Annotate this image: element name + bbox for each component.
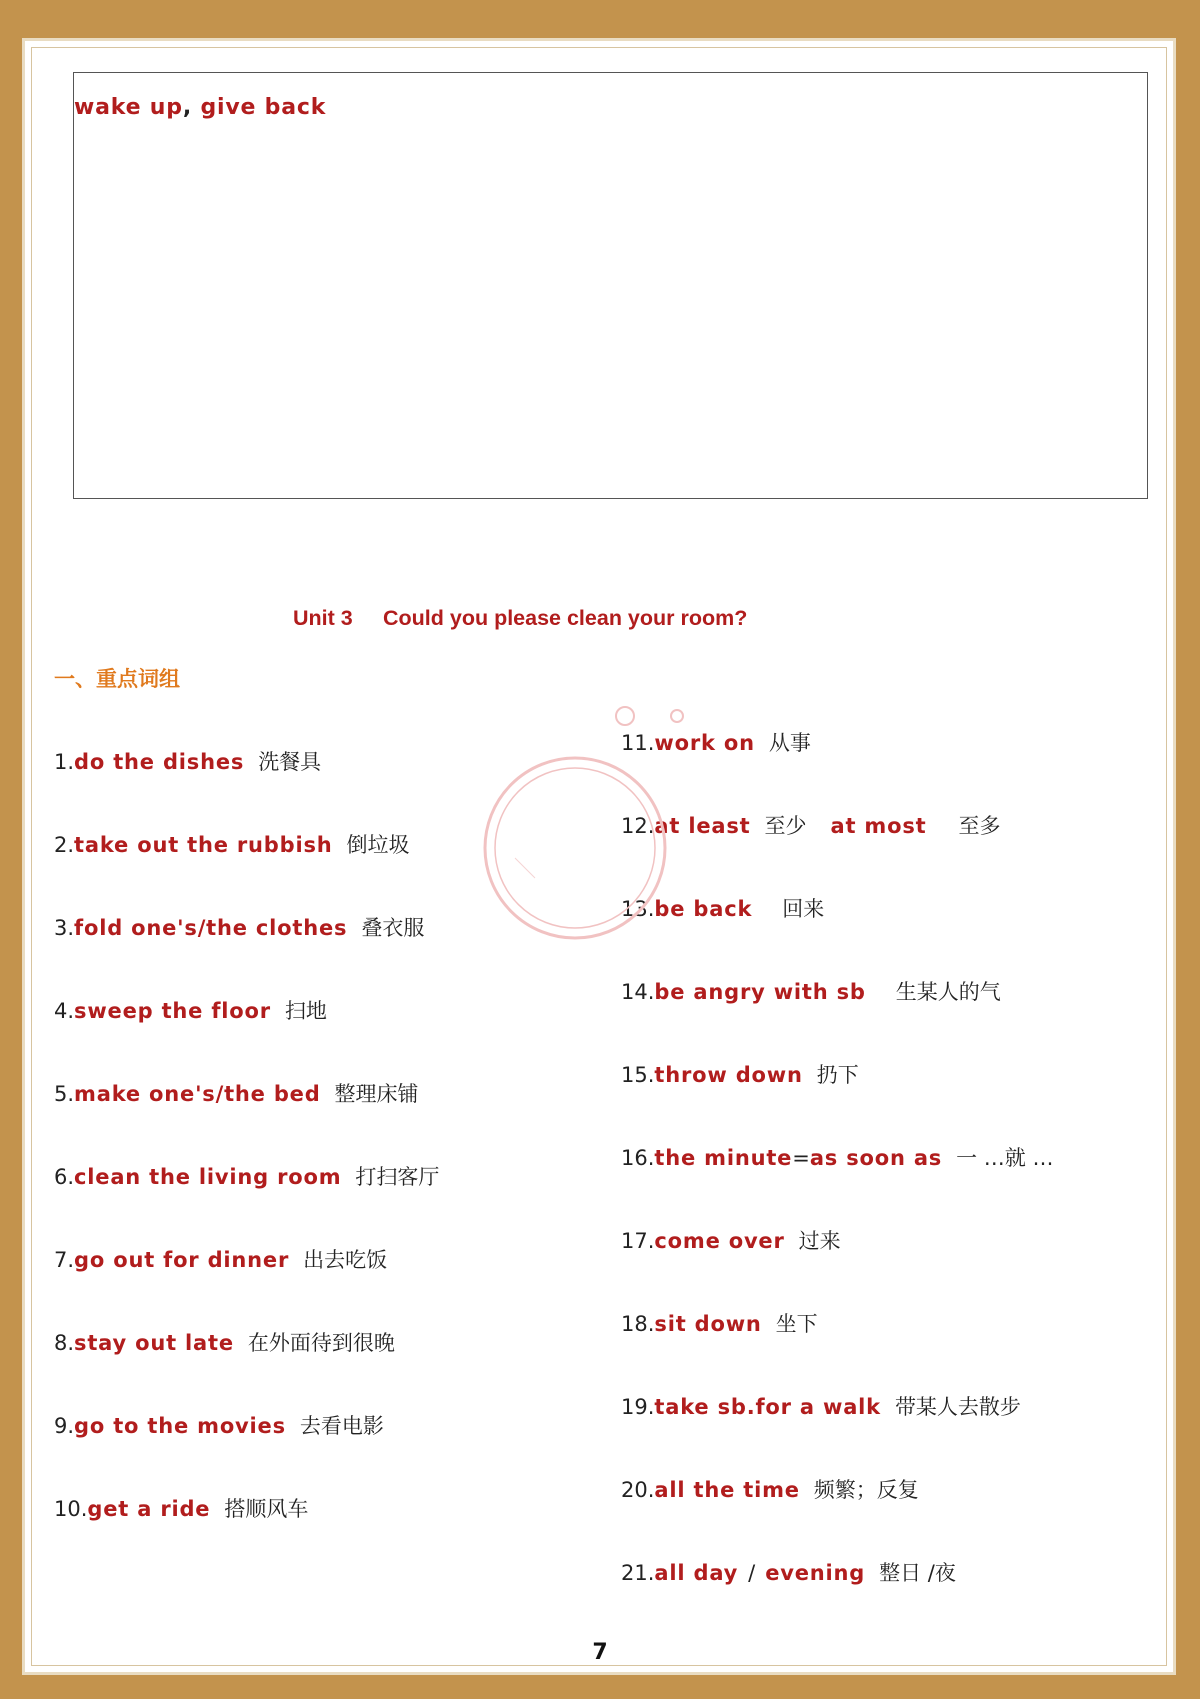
note-box bbox=[73, 72, 1148, 499]
item-number: 14. bbox=[621, 980, 655, 1004]
item-phrase: be angry with sb bbox=[654, 980, 866, 1004]
item-meaning: 扔下 bbox=[816, 1063, 859, 1087]
item-meaning: 打扫客厅 bbox=[355, 1165, 440, 1189]
item-meaning: 生某人的气 bbox=[895, 980, 1001, 1004]
item-phrase: do the dishes bbox=[74, 750, 245, 774]
note-phrase-1: wake up bbox=[74, 95, 183, 120]
list-item bbox=[621, 1142, 1053, 1172]
note-line bbox=[74, 95, 326, 120]
item-number: 7. bbox=[54, 1248, 75, 1272]
item-phrase: the minute bbox=[654, 1146, 793, 1170]
item-number: 10. bbox=[54, 1497, 88, 1521]
item-phrase: fold one's/the clothes bbox=[74, 916, 348, 940]
item-meaning-2: 至多 bbox=[958, 814, 1001, 838]
item-phrase: throw down bbox=[654, 1063, 803, 1087]
item-meaning: 至少 bbox=[764, 814, 807, 838]
list-item bbox=[54, 1493, 308, 1523]
list-item bbox=[621, 976, 1001, 1006]
item-number: 17. bbox=[621, 1229, 655, 1253]
item-phrase-2: at most bbox=[830, 814, 927, 838]
item-meaning: 频繁；反复 bbox=[813, 1478, 919, 1502]
item-meaning: 带某人去散步 bbox=[894, 1395, 1021, 1419]
item-number: 9. bbox=[54, 1414, 75, 1438]
list-item bbox=[621, 1225, 841, 1255]
item-phrase: stay out late bbox=[74, 1331, 234, 1355]
item-meaning: 搭顺风车 bbox=[224, 1497, 309, 1521]
list-item bbox=[54, 912, 424, 942]
item-phrase: come over bbox=[654, 1229, 785, 1253]
section-heading: 一、重点词组 bbox=[54, 667, 180, 691]
item-number: 1. bbox=[54, 750, 75, 774]
list-item bbox=[54, 829, 410, 859]
item-number: 4. bbox=[54, 999, 75, 1023]
list-item bbox=[621, 1308, 818, 1338]
item-number: 21. bbox=[621, 1561, 655, 1585]
item-number: 18. bbox=[621, 1312, 655, 1336]
item-phrase: sit down bbox=[654, 1312, 762, 1336]
item-meaning: 整日 /夜 bbox=[879, 1561, 956, 1585]
list-item bbox=[621, 1557, 956, 1587]
item-number: 13. bbox=[621, 897, 655, 921]
item-equals: = bbox=[792, 1146, 810, 1170]
item-phrase: clean the living room bbox=[74, 1165, 342, 1189]
item-phrase: take out the rubbish bbox=[74, 833, 333, 857]
item-number: 20. bbox=[621, 1478, 655, 1502]
list-item bbox=[621, 893, 824, 923]
note-phrase-2: give back bbox=[200, 95, 327, 120]
item-phrase: sweep the floor bbox=[74, 999, 271, 1023]
item-phrase: make one's/the bed bbox=[74, 1082, 321, 1106]
item-number: 15. bbox=[621, 1063, 655, 1087]
list-item bbox=[621, 727, 811, 757]
item-phrase: all day bbox=[654, 1561, 739, 1585]
item-meaning: 一 …就 … bbox=[956, 1146, 1054, 1170]
item-number: 19. bbox=[621, 1395, 655, 1419]
item-meaning: 扫地 bbox=[284, 999, 327, 1023]
list-item bbox=[54, 1244, 387, 1274]
unit-question: Could you please clean your room? bbox=[383, 606, 748, 630]
item-slash: / bbox=[748, 1561, 756, 1585]
list-item bbox=[54, 1327, 395, 1357]
list-item bbox=[621, 1474, 919, 1504]
item-number: 6. bbox=[54, 1165, 75, 1189]
item-number: 3. bbox=[54, 916, 75, 940]
item-meaning: 坐下 bbox=[775, 1312, 818, 1336]
item-phrase-2: as soon as bbox=[809, 1146, 943, 1170]
item-meaning: 出去吃饭 bbox=[303, 1248, 388, 1272]
list-item bbox=[621, 1391, 1021, 1421]
list-item bbox=[54, 995, 327, 1025]
item-meaning: 洗餐具 bbox=[258, 750, 322, 774]
list-item bbox=[621, 1059, 859, 1089]
item-phrase: get a ride bbox=[87, 1497, 211, 1521]
item-meaning: 整理床铺 bbox=[334, 1082, 419, 1106]
item-phrase: all the time bbox=[654, 1478, 800, 1502]
page-number: 7 bbox=[592, 1640, 608, 1665]
unit-label: Unit 3 bbox=[293, 606, 353, 630]
item-phrase: take sb.for a walk bbox=[654, 1395, 881, 1419]
item-phrase: at least bbox=[654, 814, 751, 838]
item-phrase-2: evening bbox=[765, 1561, 866, 1585]
item-number: 2. bbox=[54, 833, 75, 857]
note-separator: , bbox=[182, 95, 192, 120]
item-meaning: 回来 bbox=[782, 897, 825, 921]
item-meaning: 去看电影 bbox=[299, 1414, 384, 1438]
list-item bbox=[54, 1410, 384, 1440]
item-phrase: go out for dinner bbox=[74, 1248, 290, 1272]
item-number: 12. bbox=[621, 814, 655, 838]
list-item bbox=[54, 1161, 439, 1191]
item-meaning: 倒垃圾 bbox=[346, 833, 410, 857]
item-phrase: be back bbox=[654, 897, 753, 921]
item-phrase: work on bbox=[654, 731, 755, 755]
item-number: 8. bbox=[54, 1331, 75, 1355]
item-meaning: 从事 bbox=[768, 731, 811, 755]
item-meaning: 过来 bbox=[798, 1229, 841, 1253]
item-phrase: go to the movies bbox=[74, 1414, 286, 1438]
item-number: 5. bbox=[54, 1082, 75, 1106]
item-meaning: 叠衣服 bbox=[361, 916, 425, 940]
item-number: 16. bbox=[621, 1146, 655, 1170]
list-item bbox=[54, 1078, 419, 1108]
item-number: 11. bbox=[621, 731, 655, 755]
list-item bbox=[621, 810, 1000, 840]
item-meaning: 在外面待到很晚 bbox=[247, 1331, 395, 1355]
list-item bbox=[54, 746, 321, 776]
